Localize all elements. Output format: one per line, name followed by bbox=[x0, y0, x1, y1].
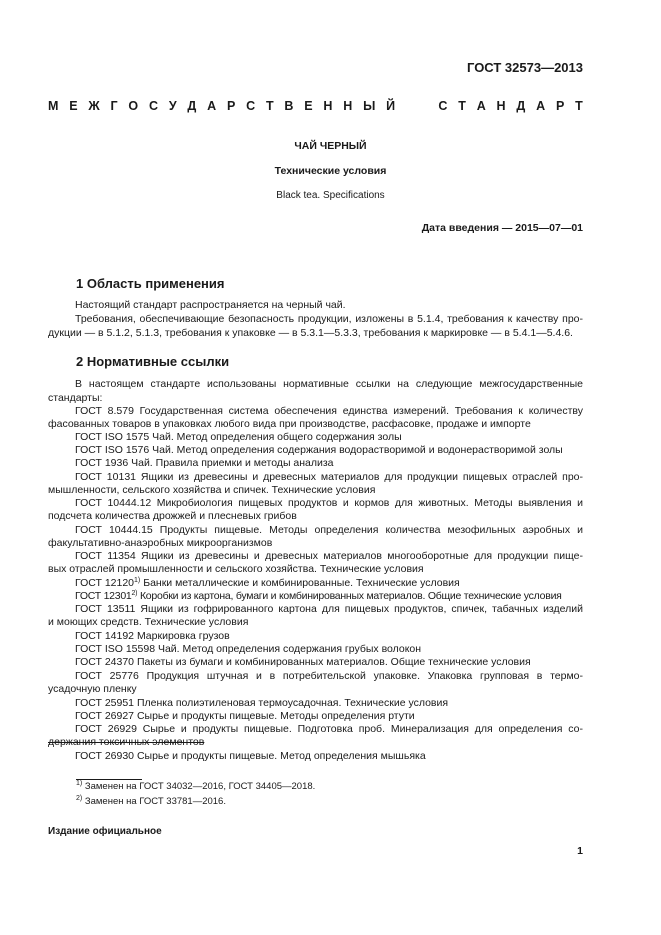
interstate-letter: Г bbox=[110, 99, 118, 113]
interstate-letter: Ж bbox=[88, 99, 100, 113]
section-2-line: ГОСТ 14192 Маркировка грузов bbox=[75, 630, 230, 642]
section-2-line: ГОСТ 10131 Ящики из древесины и древесных материалов для продукции пищевых отраслей про- bbox=[75, 471, 583, 483]
interstate-letter: С bbox=[246, 99, 256, 113]
section-2-line: ГОСТ 10444.15 Продукты пищевые. Методы определения количества мезофильных аэробных и bbox=[75, 524, 583, 536]
section-2-line: ГОСТ 13511 Ящики из гофрированного картона для пищевых продуктов, спичек, табачных изделий bbox=[75, 603, 583, 615]
page-number: 1 bbox=[577, 845, 583, 857]
section-2-line: ГОСТ ISO 15598 Чай. Метод определения содержания грубых волокон bbox=[75, 643, 422, 655]
interstate-letter: У bbox=[168, 99, 177, 113]
section-2-line-gost-12301 bbox=[48, 590, 583, 603]
footnote-2-mark: 2) bbox=[76, 795, 83, 802]
footnote-ref-2: 2) bbox=[131, 590, 138, 597]
interstate-letter: О bbox=[128, 99, 139, 113]
section-2-heading: 2 Нормативные ссылки bbox=[76, 354, 230, 369]
interstate-letter: Д bbox=[516, 99, 526, 113]
footnote-1 bbox=[76, 781, 315, 792]
interstate-letter: С bbox=[148, 99, 158, 113]
section-2-line: ГОСТ 10444.12 Микробиология пищевых продуктов и кормов для животных. Методы выявления и bbox=[75, 497, 583, 509]
section-2-line: и моющих средств. Технические условия bbox=[48, 616, 249, 628]
section-1-heading: 1 Область применения bbox=[76, 276, 225, 291]
interstate-letter: Е bbox=[304, 99, 313, 113]
gost-12120-code: ГОСТ 12120 bbox=[75, 577, 135, 589]
document-title: ЧАЙ ЧЕРНЫЙ bbox=[294, 140, 367, 152]
section-2-line: подсчета количества дрожжей и плесневых грибов bbox=[48, 510, 297, 522]
section-2-line: стандарты: bbox=[48, 392, 103, 404]
interstate-letter: Т bbox=[265, 99, 274, 113]
interstate-letter: Р bbox=[226, 99, 236, 113]
interstate-letter: Н bbox=[323, 99, 333, 113]
section-2-line: мышленности, сельского хозяйства и спичек. Технические условия bbox=[48, 484, 376, 496]
section-2-line: факультативно-анаэробных микроорганизмов bbox=[48, 537, 273, 549]
official-edition-label: Издание официальное bbox=[48, 826, 162, 837]
interstate-letter: Н bbox=[496, 99, 506, 113]
footnote-1-mark: 1) bbox=[76, 780, 83, 787]
section-2-line: В настоящем стандарте использованы нормативные ссылки на следующие межгосударственные bbox=[75, 378, 583, 390]
interstate-letter: М bbox=[48, 99, 59, 113]
footnote-2-text: Заменен на ГОСТ 33781—2016. bbox=[84, 796, 226, 807]
section-2-line: ГОСТ 25951 Пленка полиэтиленовая термоусадочная. Технические условия bbox=[75, 697, 449, 709]
section-2-line: усадочную пленку bbox=[48, 683, 137, 695]
interstate-letter: Т bbox=[575, 99, 583, 113]
section-2-line: ГОСТ 25776 Продукция штучная и в потребительской упаковке. Упаковка групповая в термо- bbox=[75, 670, 583, 682]
interstate-letter: Е bbox=[69, 99, 78, 113]
footnote-separator bbox=[76, 779, 142, 780]
interstate-letter: Д bbox=[187, 99, 197, 113]
section-1-line: дукции — в 5.1.2, 5.1.3, требования к упаковке — в 5.3.1—5.3.3, требования к маркировке — в 5.4.1—5.4.6. bbox=[48, 327, 573, 339]
document-subtitle: Технические условия bbox=[274, 165, 387, 177]
interstate-standard-banner bbox=[48, 99, 583, 113]
section-2-line: ГОСТ 26929 Сырье и продукты пищевые. Подготовка проб. Минерализация для определения со- bbox=[75, 723, 583, 735]
footnote-1-text: Заменен на ГОСТ 34032—2016, ГОСТ 34405—2018. bbox=[84, 781, 316, 792]
section-2-line: ГОСТ ISO 1575 Чай. Метод определения общего содержания золы bbox=[75, 431, 402, 443]
section-2-line: ГОСТ ISO 1576 Чай. Метод определения содержания водорастворимой и водонерастворимой золы bbox=[75, 444, 563, 456]
gost-12301-code: ГОСТ 12301 bbox=[75, 590, 132, 602]
interstate-letter: Ы bbox=[363, 99, 376, 113]
interstate-letter: А bbox=[536, 99, 546, 113]
interstate-letter: Т bbox=[458, 99, 466, 113]
section-2-line: ГОСТ 8.579 Государственная система обеспечения единства измерений. Требования к количеству bbox=[75, 405, 583, 417]
interstate-letter: А bbox=[207, 99, 217, 113]
interstate-letter: А bbox=[476, 99, 486, 113]
section-2-line: ГОСТ 1936 Чай. Правила приемки и методы анализа bbox=[75, 457, 334, 469]
section-1-line: Настоящий стандарт распространяется на черный чай. bbox=[75, 299, 346, 311]
interstate-letter: Й bbox=[386, 99, 396, 113]
section-2-line: фасованных товаров в упаковках любого вида при производстве, расфасовке, продаже и импорте bbox=[48, 418, 531, 430]
footnote-2 bbox=[76, 796, 226, 807]
section-2-line: ГОСТ 24370 Пакеты из бумаги и комбинированных материалов. Общие технические условия bbox=[75, 656, 531, 668]
section-2-line: вых отраслей промышленности и сельского хозяйства. Технические условия bbox=[48, 563, 424, 575]
section-2-line: ГОСТ 26927 Сырье и продукты пищевые. Методы определения ртути bbox=[75, 710, 415, 722]
intro-date: Дата введения — 2015—07—01 bbox=[421, 222, 583, 234]
interstate-letter: Н bbox=[343, 99, 353, 113]
gost-12120-text: Банки металлические и комбинированные. Технические условия bbox=[143, 577, 460, 589]
footnote-ref-1: 1) bbox=[134, 577, 141, 584]
interstate-letter: С bbox=[438, 99, 448, 113]
interstate-letter: В bbox=[284, 99, 294, 113]
section-1-line: Требования, обеспечивающие безопасность продукции, изложены в 5.1.4, требования к качеству про- bbox=[75, 313, 583, 325]
section-2-line-gost-12120 bbox=[48, 577, 583, 590]
interstate-letter: Р bbox=[555, 99, 565, 113]
section-2-line: ГОСТ 26930 Сырье и продукты пищевые. Метод определения мышьяка bbox=[75, 750, 426, 762]
standard-number: ГОСТ 32573—2013 bbox=[467, 60, 583, 75]
gost-12301-text: Коробки из картона, бумаги и комбинированных материалов. Общие технические условия bbox=[139, 590, 562, 602]
english-title: Black tea. Specifications bbox=[276, 190, 385, 201]
section-2-line: ГОСТ 11354 Ящики из древесины и древесных материалов многооборотные для продукции пище- bbox=[75, 550, 583, 562]
section-2-line: держания токсичных элементов bbox=[48, 736, 205, 748]
